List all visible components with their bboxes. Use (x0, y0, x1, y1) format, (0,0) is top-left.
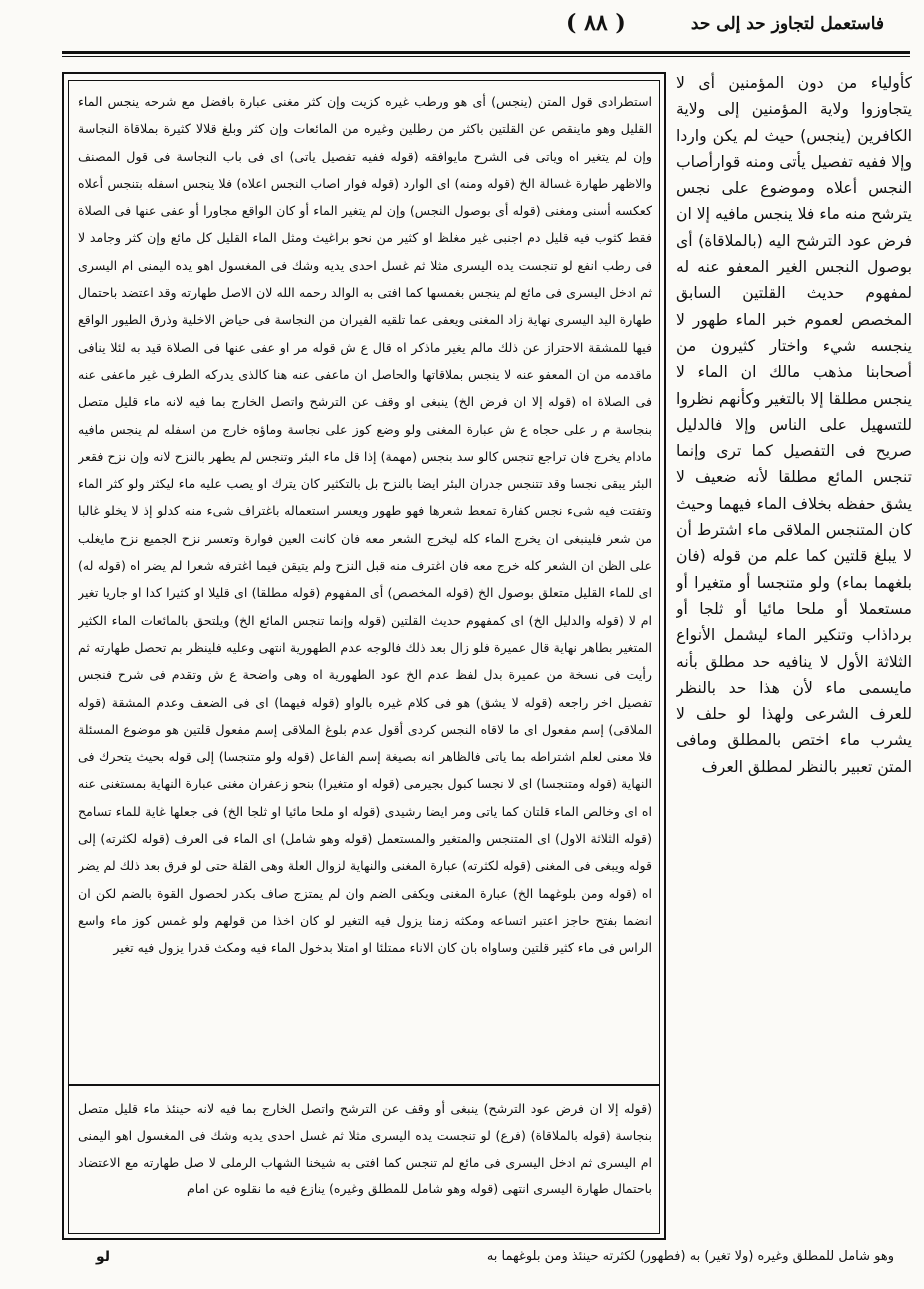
continuation-line: وهو شامل للمطلق وغيره (ولا تغير) به (فطهور) لكثرته حينئذ ومن بلوغهما به (486, 1249, 894, 1264)
page-number: ( ٨٨ ) (566, 10, 626, 36)
margin-text: كأولياء من دون المؤمنين أى لا يتجاوزوا ولاية المؤمنين إلى ولاية الكافرين (ينجس) حيث لم يكن واردا وإلا ففيه تفصيل يأتى ومنه قوارأصاب النجس أعلاه وموضوع على نجس يترشح منه ماء فلا ينجس مافيه إلا ان فرض عود الترشح اليه (بالملاقاة) أى بوصول النجس الغير المعفو عنه له لمفهوم حديث القلتين السابق المخصص لعموم خبر الماء طهور لا ينجسه شيء واختار كثيرون من أصحابنا مذهب مالك ان الماء لا ينجس مطلقا إلا بالتغير وكأنهم نظروا للتسهيل على الناس وإلا فالدليل صريح فى التفصيل كما ترى وإنما تنجس المائع مطلقا لأنه ضعيف لا يشق حفظه بخلاف الماء فيهما وحيث كان المتنجس الملاقى ماء اشترط أن لا يبلغ قلتين كما علم من قوله (فان بلغهما بماء) ولو متنجسا أو متغيرا أو مستعملا أو ملحا مائيا أو ثلجا أو برداذاب وتنكير الماء ليشمل الأنواع الثلاثة الأول لا ينافيه حد مطلق بأنه مايسمى ماء لأن هذا حد بالنظر للعرف الشرعى ولهذا لو حلف لا يشرب ماء اختص بالمطلق ومافى المتن تعبير بالنظر لمطلق العرف (676, 74, 912, 776)
footnote-divider (68, 1084, 660, 1086)
header-rule (62, 51, 910, 54)
catchword: لو (96, 1249, 111, 1265)
header-rule-thin (62, 56, 910, 57)
commentary-text: استطرادى قول المتن (ينجس) أى هو ورطب غيره كزيت وإن كثر مغنى عبارة بافضل مع شرحه ينجس الماء القليل وهو ماينقص عن القلتين باكثر من رطلين وغيره من المائعات وإن كثر وبلغ قلالا كثيرة بملاقاة النجاسة وإن لم يتغير اه وياتى فى الشرح مايوافقه (قوله ففيه تفصيل ياتى) اى فى باب النجاسة فى قول المصنف والاظهر طهارة غسالة الخ (قوله ومنه) اى الوارد (قوله فوار اصاب النجس اعلاه) فلا ينجس اسفله بتنجس أعلاه كعكسه أسنى ومغنى (قوله أى بوصول النجس) وإن لم يتغير الماء أو كان الواقع مجاورا أو عفى عنها فى الصلاة فقط كثوب فيه قليل دم اجنبى غير مغلظ او كثير من نحو براغيث ومثل الماء القليل كل مائع وإن كثر وجامد لا فى رطب انفع لو تنجست يده اليسرى مثلا ثم غسل احدى يديه وشك فى المغسول اهو يده اليمنى ام اليسرى ثم ادخل اليسرى فى مائع لم ينجس بغمسها كما افتى به الوالد رحمه الله لان الاصل طهارته وقد اعتضد باحتمال طهارة اليد اليسرى نهاية زاد المغنى ويعفى عما تلقيه الفيران من النجاسة فى حياض الاخلية وذرق الطيور الواقع فيها للمشقة الاحتراز عن ذلك مالم يغير ماذكر اه قال ع ش قوله مر او عفى عنها فى الصلاة قيد به لئلا ينافى ماقدمه من ان المعفو عنه لا ينجس بملاقاتها والحاصل ان ماعفى عنه هنا كالذى يدركه الطرف غير ماعفى عنه فى الصلاة اه (قوله إلا ان فرض الخ) ينبغى او وقف عن الترشح واتصل الخارج بما فيه لانه ماء قليل متصل بنجاسة م ر على حجاه ع ش عبارة المغنى ولو وضع كوز على نجاسة وماؤه خارج من اسفله لم ينجس مافيه مادام يخرج فان تراجع تنجس كالو سد بنجس (مهمة) إذا قل ماء البئر وتنجس لم يطهر بالنزح لانه وإن نزح فقعر البئر يبقى نجسا وقد تتنجس جدران البئر ايضا بالنزح بل بالتكثير كان يترك او يصب عليه ماء ليكثر ولو كثر الماء وتفتت فيه شىء نجس كفارة تمعط شعرها فهو طهور ويعسر استعماله باغتراف شىء منه كدلو إذ لا يخلو غالبا من شعر فلينبغى ان يخرج الماء كله ليخرج الشعر معه فان كانت العين فوارة وتعسر نزح الجميع نزح مايغلب على الظن ان الشعر كله خرج معه فان اغترف منه قبل النزح ولم يتيقن فيما اغترفه شعرا لم يضر اه (قوله له) اى للماء القليل متعلق بوصول الخ (قوله المخصص) أى المفهوم (قوله مطلقا) اى قليلا او كثيرا كدا او جاريا تغير ام لا (قوله والدليل الخ) اى كمفهوم حديث القلتين (قوله وإنما تنجس المائع الخ) ويلتحق بالمائعات الماء الكثير المتغير بطاهر نهاية قال عميرة فلو زال بعد ذلك فالوجه عدم الطهورية انتهى وعليه فلينظر بم تحصل طهارته ثم رأيت فى نسخة من عميرة بدل لفظ عدم الخ عود الطهورية اه وهى واضحة ع ش وتقدم فى شرح فنجس تفصيل اخر راجعه (قوله لا يشق) هو فى كلام غيره بالواو (قوله فيهما) اى فى الضعف وعدم المشقة (قوله الملاقى) إسم مفعول اى ما لاقاه النجس كردى أقول عدم بلوغ الملاقى إسم مفعول قلتين هو موضوع المسئلة فلا معنى لعلم اشتراطه بما ياتى فالظاهر انه بصيغة إسم الفاعل (قوله ولو متنجسا) إلى قوله بحيث يتحرك فى النهاية (قوله ومتنجسا) اى لا نجسا كبول بجيرمى (قوله او متغيرا) بنحو زعفران مغنى عبارة النهاية بمستغنى عنه اه اى وخالص الماء قلتان كما ياتى ومر ايضا رشيدى (قوله او ملحا مائيا او ثلجا الخ) فى جعلها غاية للماء تسامح (قوله الثلاثة الاول) اى المتنجس والمتغير والمستعمل (قوله وهو شامل) اى الماء فى العرف (قوله لكثرته) إلى قوله ويبغى فى المغنى (قوله لكثرته) عبارة المغنى والنهاية لزوال العلة وهى القلة حتى لو فرق بعد ذلك لم يضر اه (قوله ومن بلوغهما الخ) عبارة المغنى ويكفى الضم وان لم يمتزج صاف بكدر لحصول القوة بالضم لكن ان انضما بفتح حاجز اعتبر اتساعه ومكثه زمنا يزول فيه التغير لو كان اخذا من قولهم ولو غمس كوز ماء واسع الراس فى ماء كثير قلتين وساواه بان كان الاناء ممتلئا او امتلا بدخول الماء فيه ومكث قدرا يزول فيه تغير (78, 94, 652, 956)
footnote-text: (قوله إلا ان فرض عود الترشح) ينبغى أو وقف عن الترشح واتصل الخارج بما فيه لانه حينئذ ماء قليل متصل بنجاسة (قوله بالملاقاة) (فرع) لو تنجست يده اليسرى مثلا ثم غسل احدى يديه وشك فى المغسول اهو اليمنى ام اليسرى ثم ادخل اليسرى فى مائع لم تنجس كما افتى به شيخنا الشهاب الرملى لا صل طهارته مع الاعتضاد باحتمال طهارة اليسرى انتهى (قوله وهو شامل للمطلق وغيره) ينازع فيه ما نقلوه عن امام (78, 1101, 652, 1197)
running-head: فاستعمل لتجاوز حد إلى حد (690, 14, 884, 34)
